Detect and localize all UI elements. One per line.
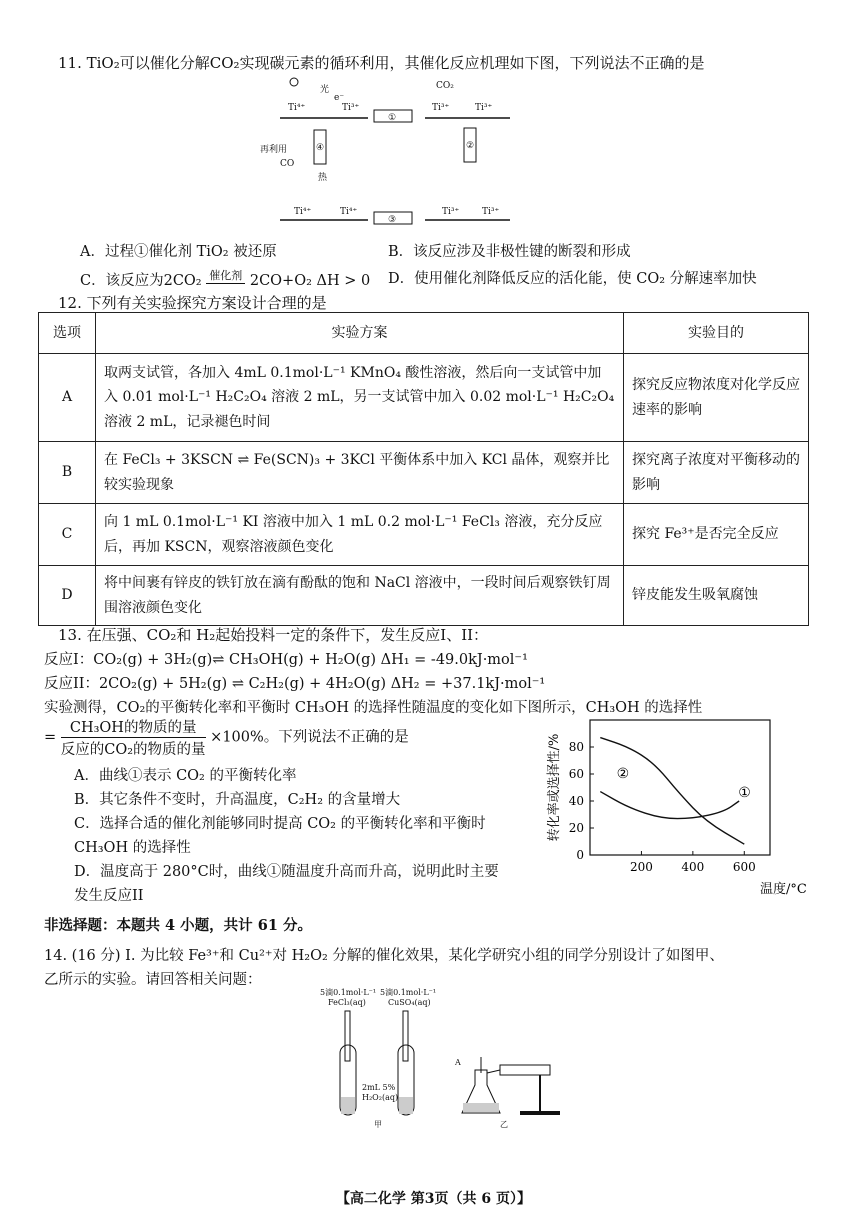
step4-label: ④ (316, 143, 325, 153)
row-option: B (39, 442, 96, 504)
y-tick-label: 0 (576, 848, 584, 862)
x-axis-label: 温度/°C (760, 882, 807, 897)
q11-mechanism-diagram (250, 70, 530, 240)
y-tick-label: 20 (568, 821, 584, 835)
h2o2-label: 2mL 5% (362, 1083, 396, 1092)
q12-table (38, 312, 809, 626)
h2o2b-label: H₂O₂(aq) (362, 1093, 399, 1102)
x-tick-label: 200 (629, 860, 653, 874)
q13-reaction-1: 反应I：CO₂(g) + 3H₂(g)⇌ CH₃OH(g) + H₂O(g) ΔH₁ = -49.0kJ·mol⁻¹ (44, 652, 528, 668)
row-goal: 探究 Fe³⁺是否完全反应 (624, 504, 809, 566)
section-title: 非选择题：本题共 4 小题，共计 61 分。 (44, 917, 312, 934)
q12-stem: 12. 下列有关实验探究方案设计合理的是 (58, 294, 327, 312)
table-header-row (39, 313, 809, 354)
q13-description: 实验测得，CO₂的平衡转化率和平衡时 CH₃OH 的选择性随温度的变化如下图所示，CH₃OH 的选择性 (44, 700, 703, 716)
ti3-label: Ti³⁺ (342, 103, 360, 113)
series-label-1: ① (738, 785, 751, 801)
q14-line-1: 14. (16 分) I. 为比较 Fe³⁺和 Cu²⁺对 H₂O₂ 分解的催化效果，某化学研究小组的同学分别设计了如图甲、 (44, 948, 724, 964)
x-tick-label: 400 (681, 860, 705, 874)
q11-option-a[interactable]: A．过程①催化剂 TiO₂ 被还原 (80, 244, 277, 260)
row-plan: 取两支试管，各加入 4mL 0.1mol·L⁻¹ KMnO₄ 酸性溶液，然后向一支试管中加入 0.01 mol·L⁻¹ H₂C₂O₄ 溶液 2 mL，另一支试管中加入 0.02 mol·L⁻¹ H₂C₂O₄ 溶液 2 mL，记录褪色时间 (96, 354, 624, 442)
co-label: CO (280, 159, 295, 169)
heat-label: 热 (318, 173, 328, 183)
q11-option-d[interactable]: D．使用催化剂降低反应的活化能，使 CO₂ 分解速率加快 (388, 271, 757, 287)
series-line-2 (600, 738, 744, 845)
row-option: A (39, 354, 96, 442)
q13-option-c-cont: CH₃OH 的选择性 (74, 840, 191, 856)
q13-reaction-2: 反应II：2CO₂(g) + 5H₂(g) ⇌ C₂H₂(g) + 4H₂O(g) ΔH₂ = +37.1kJ·mol⁻¹ (44, 676, 546, 692)
q13-chart (540, 708, 807, 898)
header-plan: 实验方案 (96, 313, 624, 354)
header-option: 选项 (39, 313, 96, 354)
q11-option-b[interactable]: B．该反应涉及非极性键的断裂和形成 (388, 244, 631, 260)
header-goal: 实验目的 (624, 313, 809, 354)
electron-label: e⁻ (334, 93, 345, 103)
formula-tail: ×100%。下列说法不正确的是 (210, 729, 409, 746)
row-goal: 锌皮能发生吸氧腐蚀 (624, 566, 809, 626)
row-option: C (39, 504, 96, 566)
table-row (39, 442, 809, 504)
ti3-label-5: Ti³⁺ (482, 207, 500, 217)
x-tick-label: 600 (732, 860, 756, 874)
series-label-2: ② (616, 766, 630, 782)
q11-option-c[interactable] (80, 267, 370, 290)
q13-option-c[interactable]: C．选择合适的催化剂能够同时提高 CO₂ 的平衡转化率和平衡时 (74, 816, 486, 832)
step1-label: ① (388, 113, 397, 123)
y-tick-label: 80 (568, 740, 584, 754)
y-axis-label: 转化率或选择性/% (547, 733, 562, 842)
q11-option-c-pre: C．该反应为2CO₂ (80, 273, 202, 289)
table-row (39, 504, 809, 566)
row-goal: 探究反应物浓度对化学反应速率的影响 (624, 354, 809, 442)
q11-catalyst-label: 催化剂 (206, 267, 245, 284)
q11-stem: 11. TiO₂可以催化分解CO₂实现碳元素的循环利用，其催化反应机理如下图，下列说法不正确的是 (58, 54, 705, 72)
q13-selectivity-formula (44, 716, 409, 759)
ti3-label-4: Ti³⁺ (442, 207, 460, 217)
page-footer: 【高二化学 第3页（共 6 页）】 (335, 1191, 532, 1207)
formula-denominator: 反应的CO₂的物质的量 (60, 742, 206, 758)
q11-option-c-post: 2CO+O₂ ΔH > 0 (249, 273, 371, 289)
co2-label: CO₂ (436, 81, 454, 91)
fig-jia-label: 甲 (374, 1120, 382, 1129)
reagent2-label: 5滴0.1mol·L⁻¹ (380, 988, 437, 997)
label-a: A (455, 1058, 461, 1067)
q14-apparatus-figure (300, 985, 590, 1135)
reagent1-label: 5滴0.1mol·L⁻¹ (320, 988, 377, 997)
step2-label: ② (466, 141, 475, 151)
reagent1b-label: FeCl₃(aq) (328, 998, 366, 1007)
q13-option-d-cont: 发生反应II (74, 888, 144, 904)
fig-yi-label: 乙 (500, 1120, 508, 1129)
table-row (39, 566, 809, 626)
row-plan: 将中间裹有锌皮的铁钉放在滴有酚酞的饱和 NaCl 溶液中，一段时间后观察铁钉周围溶液颜色变化 (96, 566, 624, 626)
ti4-label-2: Ti⁴⁺ (294, 207, 312, 217)
ti4-label-3: Ti⁴⁺ (340, 207, 358, 217)
formula-numerator: CH₃OH的物质的量 (61, 716, 206, 738)
q14-line-2: 乙所示的实验。请回答相关问题： (44, 972, 262, 988)
reuse-label: 再利用 (260, 145, 288, 155)
y-tick-label: 60 (568, 767, 584, 781)
row-goal: 探究离子浓度对平衡移动的影响 (624, 442, 809, 504)
table-row (39, 354, 809, 442)
ti4-label: Ti⁴⁺ (288, 103, 306, 113)
q13-option-b[interactable]: B．其它条件不变时，升高温度，C₂H₂ 的含量增大 (74, 792, 401, 808)
q13-option-a[interactable]: A．曲线①表示 CO₂ 的平衡转化率 (74, 768, 297, 784)
formula-fraction (61, 716, 206, 759)
y-tick-label: 40 (568, 794, 584, 808)
row-plan: 向 1 mL 0.1mol·L⁻¹ KI 溶液中加入 1 mL 0.2 mol·L⁻¹ FeCl₃ 溶液，充分反应后，再加 KSCN，观察溶液颜色变化 (96, 504, 624, 566)
reagent2b-label: CuSO₄(aq) (388, 998, 431, 1007)
formula-eq: = (44, 729, 57, 746)
ti3-label-2: Ti³⁺ (432, 103, 450, 113)
row-plan: 在 FeCl₃ + 3KSCN ⇌ Fe(SCN)₃ + 3KCl 平衡体系中加入 KCl 晶体，观察并比较实验现象 (96, 442, 624, 504)
ti3-label-3: Ti³⁺ (475, 103, 493, 113)
q13-stem: 13. 在压强、CO₂和 H₂起始投料一定的条件下，发生反应I、II： (58, 626, 489, 644)
step3-label: ③ (388, 215, 397, 225)
series-line-1 (600, 792, 739, 819)
row-option: D (39, 566, 96, 626)
q13-option-d[interactable]: D．温度高于 280°C时，曲线①随温度升高而升高，说明此时主要 (74, 864, 499, 880)
light-label: 光 (320, 85, 330, 95)
